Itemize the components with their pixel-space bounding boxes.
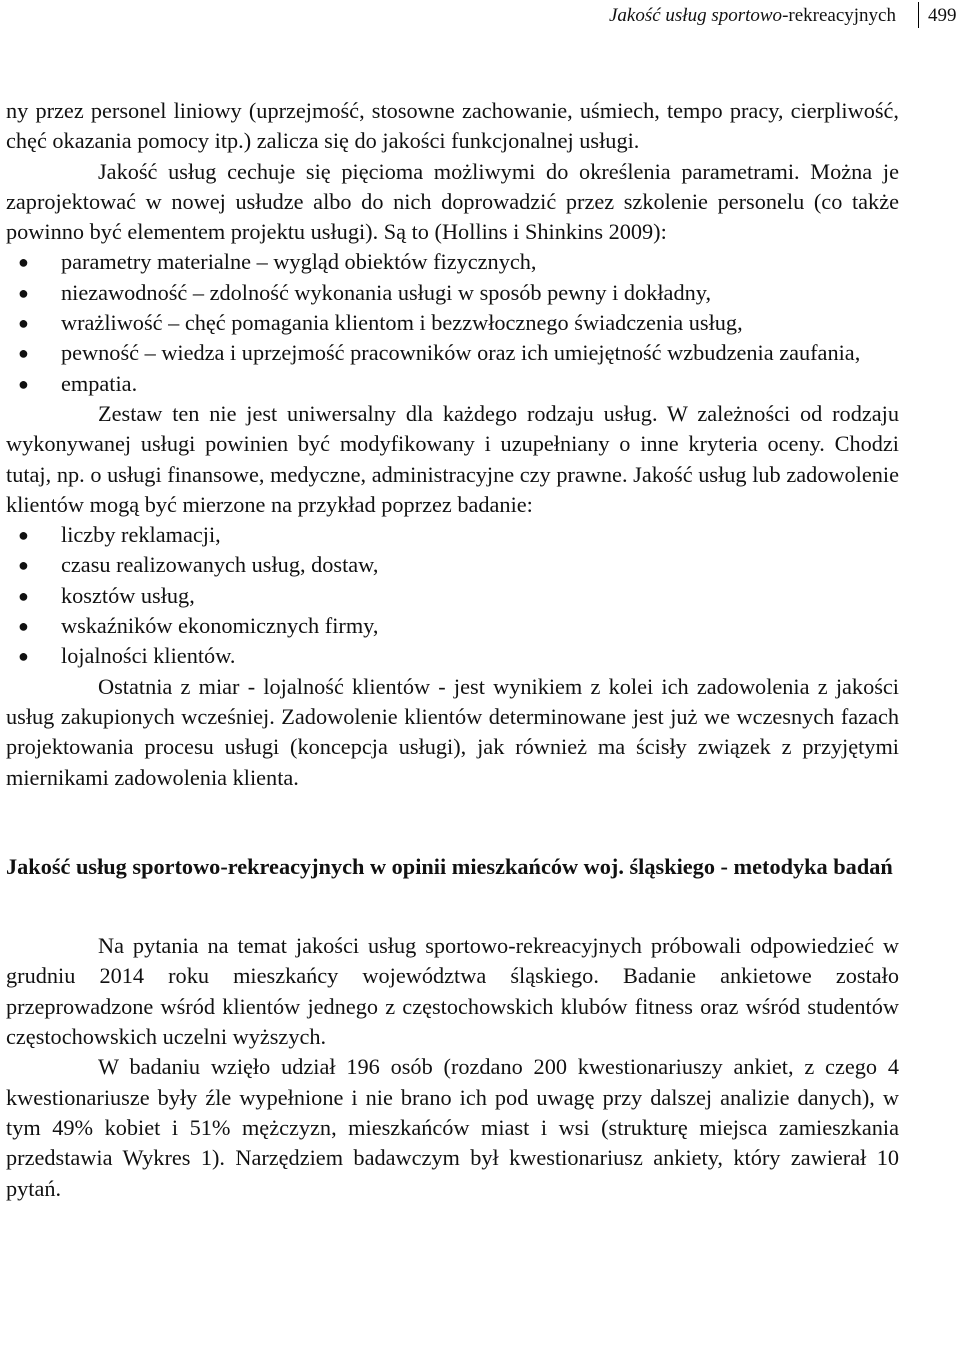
list-item-text: wrażliwość – chęć pomagania klientom i bezzwłocznego świadczenia usług, bbox=[61, 310, 743, 336]
list-item bbox=[6, 369, 899, 399]
list-item bbox=[6, 308, 899, 338]
paragraph-6: W badaniu wzięło udział 196 osób (rozdano 200 kwestionariuszy ankiet, z czego 4 kwestionariusze były źle wypełnione i nie brano ich pod uwagę przy dalszej analizie danych), w tym 49% kobiet i 51% mężczyzn, mieszkańców miast i wsi (strukturę miejsca zamieszkania przedstawia Wykres 1). Narzędziem badawczym był kwestionariusz ankiety, który zawierał 10 pytań. bbox=[6, 1054, 899, 1201]
running-head-rest: -rekreacyjnych bbox=[782, 5, 896, 26]
list-item-text: wskaźników ekonomicznych firmy, bbox=[61, 613, 379, 639]
paragraph-5: Na pytania na temat jakości usług sportowo-rekreacyjnych próbowali odpowiedzieć w grudniu 2014 roku mieszkańcy województwa śląskiego. Badanie ankietowe zostało przeprowadzone wśród klientów jednego z częstochowskich klubów fitness oraz wśród studentów częstochowskich uczelni wyższych. bbox=[6, 933, 899, 1050]
bullet-icon: ● bbox=[18, 282, 29, 303]
bullet-icon: ● bbox=[18, 252, 29, 273]
bullet-icon: ● bbox=[18, 343, 29, 364]
bullet-icon: ● bbox=[18, 525, 29, 546]
bullet-icon: ● bbox=[18, 555, 29, 576]
paragraph-1: ny przez personel liniowy (uprzejmość, stosowne zachowanie, uśmiech, tempo pracy, cierpliwość, chęć okazania pomocy itp.) zalicza się do jakości funkcjonalnej usługi. bbox=[6, 98, 899, 154]
section-heading: Jakość usług sportowo-rekreacyjnych w opinii mieszkańców woj. śląskiego - metodyka badań bbox=[6, 853, 893, 879]
list-item bbox=[6, 278, 899, 308]
list-item bbox=[6, 581, 899, 611]
paragraph-2: Jakość usług cechuje się pięcioma możliwymi do określenia parametrami. Można je zaprojektować w nowej usłudze albo do nich doprowadzić przez szkolenie personelu (co także powinno być elementem projektu usługi). Są to (Hollins i Shinkins 2009): bbox=[6, 158, 899, 245]
list-item-text: niezawodność – zdolność wykonania usługi w sposób pewny i dokładny, bbox=[61, 279, 712, 305]
list-item-text: parametry materialne – wygląd obiektów fizycznych, bbox=[61, 249, 537, 275]
quality-parameters-list bbox=[6, 247, 899, 398]
list-item bbox=[6, 611, 899, 641]
page-content bbox=[6, 96, 899, 1204]
list-item bbox=[6, 520, 899, 550]
list-item bbox=[6, 641, 899, 671]
list-item-text: pewność – wiedza i uprzejmość pracowników oraz ich umiejętność wzbudzenia zaufania, bbox=[61, 340, 861, 366]
running-head-italic: Jakość usług sportowo bbox=[608, 5, 783, 26]
measurement-list bbox=[6, 520, 899, 671]
bullet-icon: ● bbox=[18, 616, 29, 637]
paragraph-3: Zestaw ten nie jest uniwersalny dla każdego rodzaju usług. W zależności od rodzaju wykonywanej usługi powinien być modyfikowany i uzupełniany o inne kryteria oceny. Chodzi tutaj, np. o usługi finansowe, medyczne, administracyjne czy prawne. Jakość usług lub zadowolenie klientów mogą być mierzone na przykład poprzez badanie: bbox=[6, 400, 899, 517]
bullet-icon: ● bbox=[18, 585, 29, 606]
list-item-text: czasu realizowanych usług, dostaw, bbox=[61, 552, 379, 578]
list-item bbox=[6, 247, 899, 277]
list-item-text: kosztów usług, bbox=[61, 582, 195, 608]
bullet-icon: ● bbox=[18, 373, 29, 394]
page-number: 499 bbox=[928, 5, 957, 26]
running-head bbox=[609, 5, 896, 27]
list-item-text: empatia. bbox=[61, 370, 138, 396]
header-divider bbox=[918, 2, 919, 28]
list-item bbox=[6, 338, 899, 368]
list-item bbox=[6, 550, 899, 580]
list-item-text: liczby reklamacji, bbox=[61, 522, 221, 548]
page-header bbox=[0, 0, 960, 34]
bullet-icon: ● bbox=[18, 313, 29, 334]
paragraph-4: Ostatnia z miar - lojalność klientów - jest wynikiem z kolei ich zadowolenia z jakości usług zakupionych wcześniej. Zadowolenie klientów determinowane jest już we wczesnych fazach projektowania procesu usługi (koncepcja usługi), jak również ma ścisły związek z przyjętymi miernikami zadowolenia klienta. bbox=[6, 673, 899, 790]
list-item-text: lojalności klientów. bbox=[61, 643, 236, 669]
bullet-icon: ● bbox=[18, 646, 29, 667]
